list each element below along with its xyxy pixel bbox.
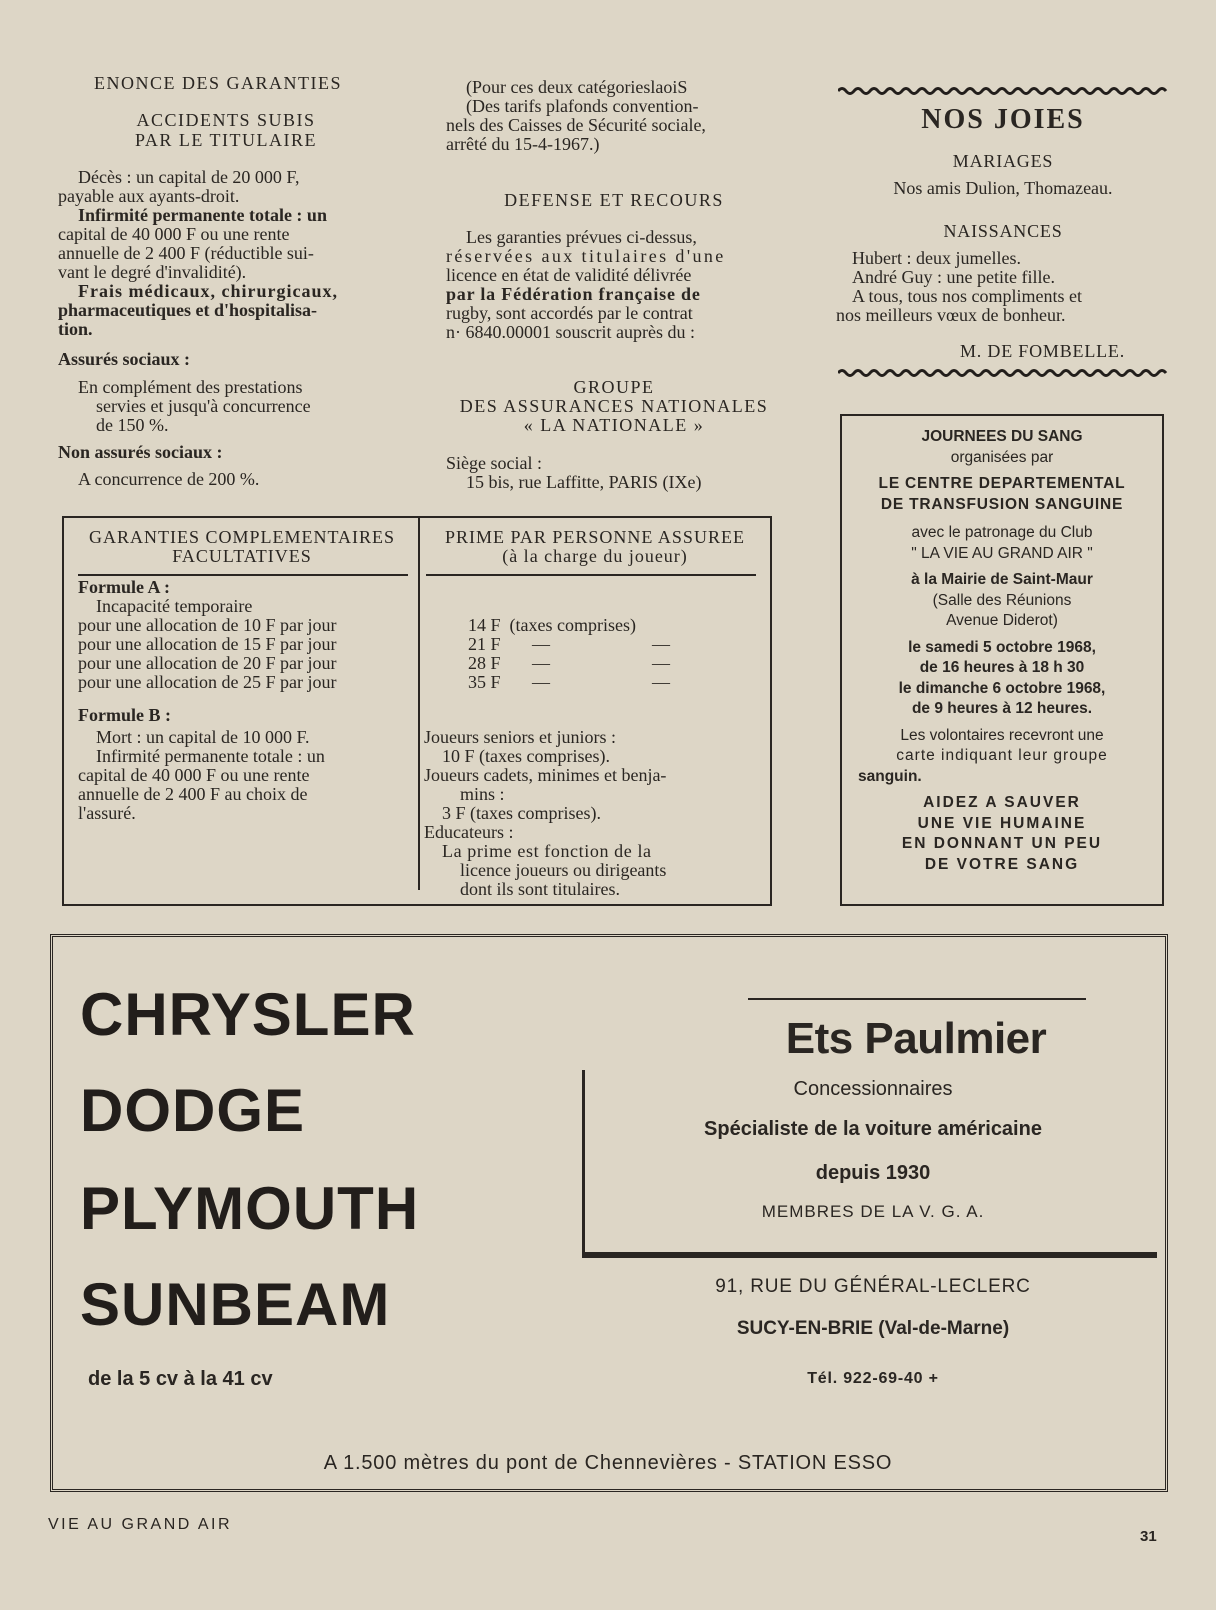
text-line: vant le degré d'invalidité). [58, 262, 247, 282]
text-line: licence en état de validité délivrée [446, 265, 692, 285]
groupe-name: DES ASSURANCES NATIONALES [459, 396, 769, 416]
text-line: licence joueurs ou dirigeants [460, 860, 667, 880]
dash: — [532, 672, 550, 692]
text-line: nels des Caisses de Sécurité sociale, [446, 115, 706, 135]
text-line: Les garanties prévues ci-dessus, [466, 227, 697, 247]
text-line: EN DONNANT UN PEU [901, 835, 1103, 852]
ad-telephone: Tél. 922-69-40 + [807, 1370, 939, 1387]
text-line: André Guy : une petite fille. [852, 267, 1055, 287]
text-line: l'assuré. [78, 803, 136, 823]
wavy-separator-top [838, 86, 1168, 96]
text-line: capital de 40 000 F ou une rente [58, 224, 290, 244]
specialiste: Spécialiste de la voiture américaine [704, 1118, 1042, 1140]
price-value: 35 F [468, 672, 501, 692]
text-line: UNE VIE HUMAINE [917, 814, 1087, 832]
table-header-rule-left [78, 574, 408, 576]
sang-title: JOURNEES DU SANG [921, 428, 1083, 445]
text-line: de 16 heures à 18 h 30 [919, 659, 1085, 676]
text-line: annuelle de 2 400 F (réductible sui- [58, 243, 314, 263]
naissances-text [836, 248, 1168, 325]
concessionnaires: Concessionnaires [793, 1078, 953, 1100]
text-line: Infirmité permanente totale : un [96, 746, 325, 766]
dash: — [652, 672, 670, 692]
page-number: 31 [1140, 1528, 1157, 1545]
text-line: réservées aux titulaires d'une [446, 246, 726, 266]
text-line: AIDEZ A SAUVER [923, 794, 1081, 811]
price-value: 21 F [468, 634, 501, 654]
text-line: Formule B : [78, 705, 171, 725]
text-line: 3 F (taxes comprises). [442, 803, 601, 823]
text-line: DE VOTRE SANG [924, 855, 1080, 873]
text-line: de 150 %. [96, 415, 169, 435]
brand-dodge: DODGE [80, 1077, 306, 1144]
formule-b [78, 706, 414, 823]
prime-details [424, 728, 762, 899]
text-line: Décès : un capital de 20 000 F, [78, 167, 300, 187]
text-line: Les volontaires recevront une [900, 726, 1104, 744]
non-assures-text: A concurrence de 200 %. [78, 469, 260, 489]
siege-address: 15 bis, rue Laffitte, PARIS (IXe) [466, 472, 702, 492]
text-line: Formule A : [78, 577, 170, 597]
non-assures-label: Non assurés sociaux : [58, 442, 223, 462]
text-line: par la Fédération française de [446, 284, 701, 304]
text-line: le samedi 5 octobre 1968, [908, 638, 1096, 656]
text-line: LE CENTRE DEPARTEMENTAL [878, 475, 1126, 492]
siege-label: Siège social : [446, 453, 542, 473]
heading-defense: DEFENSE ET RECOURS [504, 190, 724, 210]
text-line: dont ils sont titulaires. [460, 879, 620, 899]
text-line: La prime est fonction de la [442, 841, 652, 861]
text-line: Educateurs : [424, 822, 514, 842]
price-row [468, 673, 758, 692]
formule-a [78, 578, 414, 692]
journees-du-sang-box [840, 414, 1164, 906]
text-line: pour une allocation de 15 F par jour [78, 634, 337, 654]
text-line: à la Mairie de Saint-Maur [911, 571, 1093, 588]
rule-over-company [748, 998, 1086, 1000]
price-value: 28 F [468, 653, 501, 673]
nos-joies-title: NOS JOIES [921, 104, 1085, 135]
text-line: pharmaceutiques et d'hospitalisa- [58, 300, 318, 320]
ad-address: 91, RUE DU GÉNÉRAL-LECLERC [715, 1276, 1031, 1297]
paragraph-deces [58, 168, 392, 339]
text-line: Hubert : deux jumelles. [852, 248, 1021, 268]
dash: — [532, 653, 550, 673]
price-row [468, 635, 758, 654]
ad-footer: A 1.500 mètres du pont de Chennevières - STATION ESSO [323, 1452, 893, 1474]
price-note: (taxes comprises) [509, 615, 636, 635]
text-line: capital de 40 000 F ou une rente [78, 765, 310, 785]
text-line: servies et jusqu'à concurrence [96, 396, 311, 416]
table-header-rule-right [426, 574, 756, 576]
company-name: Ets Paulmier [785, 1014, 1047, 1063]
brand-sunbeam: SUNBEAM [80, 1271, 391, 1338]
heading-enonce: ENONCE DES GARANTIES [94, 73, 342, 93]
text-line: " LA VIE AU GRAND AIR " [911, 544, 1093, 562]
text-line: rugby, sont accordés par le contrat [446, 303, 693, 323]
naissances-heading: NAISSANCES [943, 221, 1063, 241]
depuis: depuis 1930 [815, 1162, 931, 1184]
signature: M. DE FOMBELLE. [960, 341, 1125, 361]
paragraph-tarifs [446, 78, 782, 154]
text-line: Frais médicaux, chirurgicaux, [78, 281, 338, 301]
mariages-text: Nos amis Dulion, Thomazeau. [893, 178, 1113, 198]
prices [468, 616, 758, 692]
text-line: pour une allocation de 10 F par jour [78, 615, 337, 635]
text-line: DE TRANSFUSION SANGUINE [880, 495, 1124, 513]
table-header-right-2: (à la charge du joueur) [502, 546, 688, 566]
price-row [468, 616, 758, 635]
table-divider [418, 518, 420, 890]
text-line: tion. [58, 319, 93, 339]
table-header-left-2: FACULTATIVES [172, 546, 312, 566]
brand-chrysler: CHRYSLER [80, 981, 416, 1048]
dash: — [652, 634, 670, 654]
text-line: organisées par [950, 448, 1054, 466]
brand-plymouth: PLYMOUTH [80, 1175, 420, 1242]
text-line: de 9 heures à 12 heures. [911, 700, 1093, 717]
subheading-titulaire: PAR LE TITULAIRE [134, 130, 317, 150]
text-line: sanguin. [858, 767, 922, 785]
ad-city: SUCY-EN-BRIE (Val-de-Marne) [736, 1318, 1010, 1339]
assures-label: Assurés sociaux : [58, 349, 191, 369]
text-line: pour une allocation de 20 F par jour [78, 653, 337, 673]
text-line: En complément des prestations [78, 377, 303, 397]
text-line: n· 6840.00001 souscrit auprès du : [446, 322, 695, 342]
dash: — [652, 653, 670, 673]
paragraph-garanties [446, 228, 782, 342]
text-line: 10 F (taxes comprises). [442, 746, 610, 766]
ad-range: de la 5 cv à la 41 cv [88, 1368, 273, 1390]
garanties-table [62, 516, 772, 906]
text-line: Joueurs seniors et juniors : [424, 727, 616, 747]
text-line: avec le patronage du Club [911, 524, 1093, 541]
text-line: nos meilleurs vœux de bonheur. [836, 305, 1066, 325]
text-line: Infirmité permanente totale : un [78, 205, 327, 225]
table-header-left-1: GARANTIES COMPLEMENTAIRES [88, 527, 396, 547]
text-line: Avenue Diderot) [946, 612, 1058, 629]
text-line: le dimanche 6 octobre 1968, [898, 679, 1106, 697]
price-row [468, 654, 758, 673]
dash: — [532, 634, 550, 654]
text-line: Joueurs cadets, minimes et benja- [424, 765, 667, 785]
subheading-accidents: ACCIDENTS SUBIS [136, 110, 316, 130]
text-line: carte indiquant leur groupe [896, 747, 1108, 764]
text-line: (Salle des Réunions [932, 591, 1072, 609]
text-line: payable aux ayants-droit. [58, 186, 240, 206]
mariages-heading: MARIAGES [952, 151, 1054, 171]
text-line: A tous, tous nos compliments et [852, 286, 1083, 306]
text-line: (Des tarifs plafonds convention- [466, 96, 699, 116]
text-line: mins : [460, 784, 505, 804]
price-value: 14 F [468, 615, 501, 635]
text-line: Mort : un capital de 10 000 F. [96, 727, 310, 747]
magazine-title: VIE AU GRAND AIR [48, 1516, 233, 1533]
membres: MEMBRES DE LA V. G. A. [761, 1202, 985, 1221]
groupe-nationale: « LA NATIONALE » [523, 415, 705, 435]
text-line: arrêté du 15-4-1967.) [446, 134, 600, 154]
wavy-separator-bottom [838, 368, 1168, 378]
text-line: Incapacité temporaire [96, 596, 253, 616]
text-line: (Pour ces deux catégorieslaoiS [466, 77, 688, 97]
table-header-right-1: PRIME PAR PERSONNE ASSUREE [445, 527, 745, 547]
groupe-title: GROUPE [573, 377, 655, 397]
text-line: pour une allocation de 25 F par jour [78, 672, 337, 692]
text-line: annuelle de 2 400 F au choix de [78, 784, 308, 804]
assures-text [58, 378, 392, 435]
